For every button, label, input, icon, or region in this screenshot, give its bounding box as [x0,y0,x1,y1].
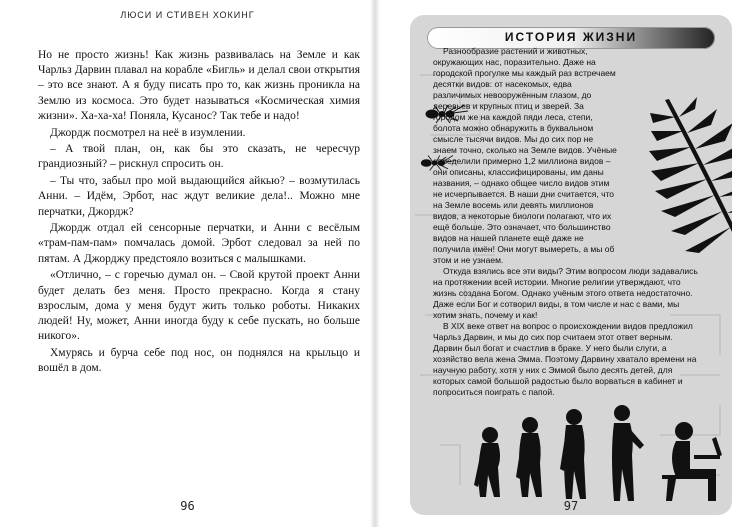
page-number: 96 [180,499,195,513]
paragraph: «Отлично, – с горечью думал он. – Свой крутой проект Анни будет делать без меня. Просто прекрасно. Когда я стану взрослым, дома у меня будут жить только роботы. Никаких людей! Ну, может, Анни иногда буду к себе пускать, но больше никого». [38,269,360,343]
left-page-text [38,48,360,378]
paragraph: Но не просто жизнь! Как жизнь развивалась на Земле и как Чарльз Дарвин плавал на корабле «Бигль» и делал свои открытия – это все знают. А я буду писать про то, как жизнь проникла на Землю из космоса. Это будет называться «Космическая химия жизни». Ха-ха-ха! Поняла, Кусанос? Так тебе и надо! [38,49,360,122]
paragraph: Разнообразие растений и животных, окружающих нас, поразительно. Даже на городской прогулке мы каждый раз встречаем десятки видов: от насекомых, едва различимых невооружённым глазом, до деревьев и крупных птиц и зверей. За городом же на каждой пяди леса, степи, болота можно обнаружить в буквальном смысле тысячи видов. Мы до сих пор не знаем точно, сколько на Земле видов. Учёные определили примерно 1,2 миллиона видов – они описаны, классифицированы, им даны названия, – однако общее число видов этим не исчерпывается. В наши дни считается, что на Земле восемь или девять миллионов видов, а некоторые биологи полагают, что их ещё больше. Это означает, что большинство видов на нашей планете ещё даже не получила имён! Они могут вымереть, а мы об этом и не узнаем. [433,46,617,265]
section-title: ИСТОРИЯ ЖИЗНИ [504,30,638,44]
paragraph: Джордж посмотрел на неё в изумлении. [50,126,246,139]
paragraph: Хмурясь и бурча себе под нос, он поднялся на крыльцо и вошёл в дом. [38,346,360,375]
running-head: ЛЮСИ И СТИВЕН ХОКИНГ [120,10,255,20]
paragraph: В XIX веке ответ на вопрос о происхождении видов предложил Чарльз Дарвин, и мы до сих пор считаем этот ответ верным. Дарвин был богат и счастлив в браке. У него были слуги, а хозяйство вела жена Эмма. Поэтому Дарвину хватало времени на научную работу, хотя у них с Эммой было десять детей, для которых самой большой радостью было ворваться в кабинет и попроситься поиграть с папой. [433,321,697,397]
paragraph: – А твой план, он, как бы это сказать, не чересчур грандиозный? – рискнул спросить он. [38,143,360,171]
right-page-text [433,46,735,398]
book-gutter [370,0,380,527]
right-page [375,0,750,527]
page-number: 97 [563,499,579,513]
evolution-silhouettes-icon [472,397,732,507]
paragraph: Джордж отдал ей сенсорные перчатки, и Анни с весёлым «трам-пам-пам» помчалась домой. Эрбот следовал за ней по пятам. А Джорджу предстояло возиться с малышками. [38,222,360,265]
paragraph: – Ты что, забыл про мой выдающийся айкью? – возмутилась Анни. – Идём, Эрбот, нас ждут великие дела!.. Можно мне перчатки, Джордж? [38,175,360,218]
paragraph: Откуда взялись все эти виды? Этим вопросом люди задавались на протяжении всей истории. Многие религии утверждают, что жизнь создана Богом. Однако учёным этого ответа недостаточно. Даже если Бог и сотворил виды, в том числе и нас с вами, мы хотим знать, почему и как! [433,266,698,320]
